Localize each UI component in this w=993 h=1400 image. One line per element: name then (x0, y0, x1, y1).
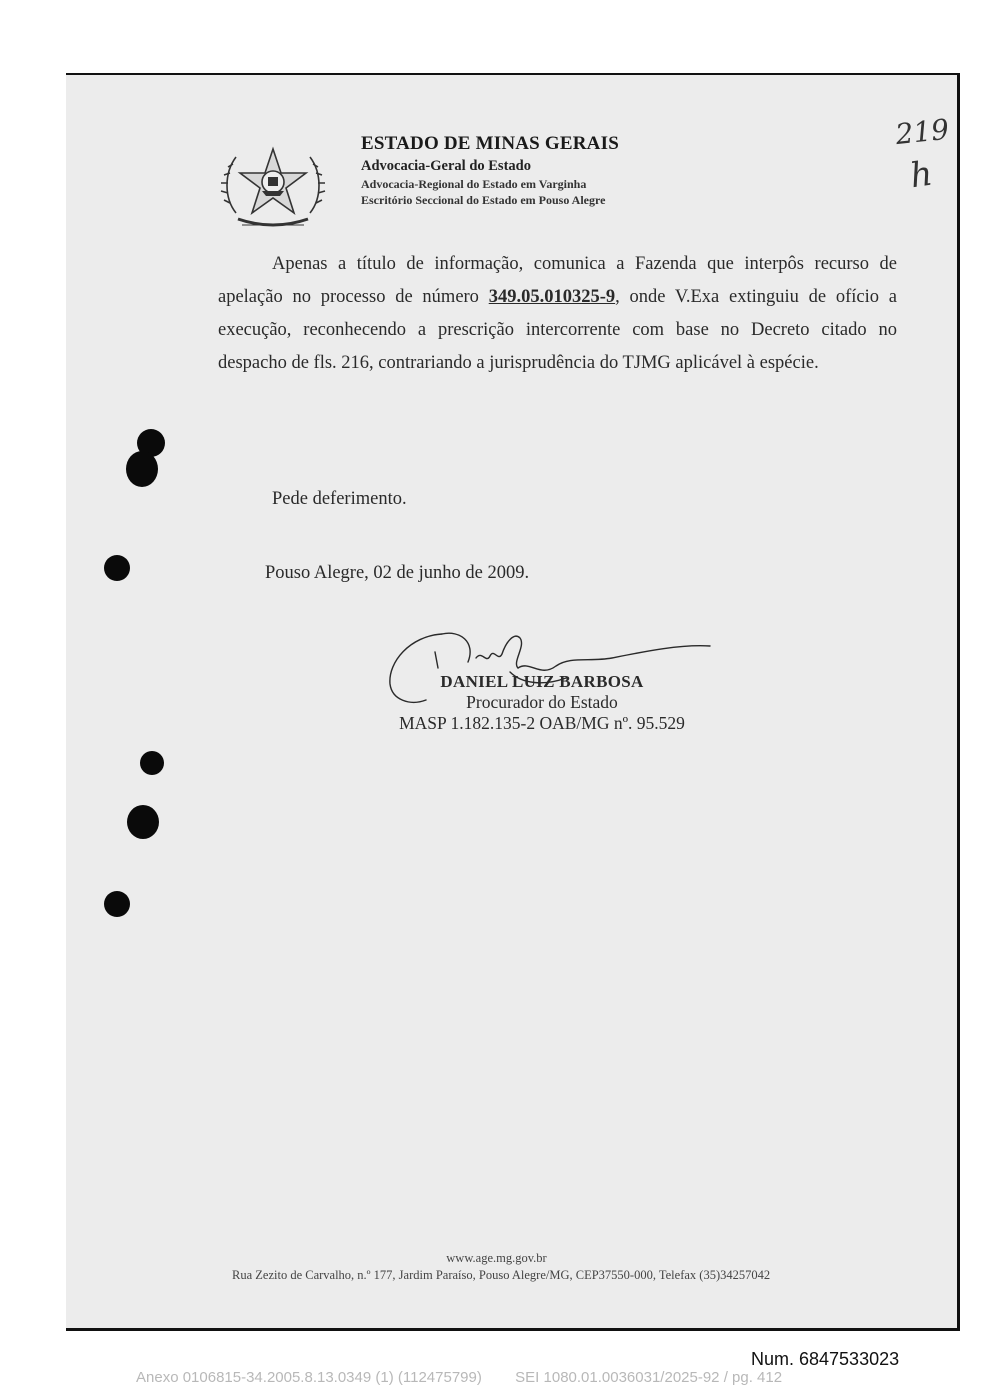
process-number: 349.05.010325-9 (488, 287, 616, 307)
signatory-name: DANIEL LUIZ BARBOSA (440, 672, 644, 691)
footer-address: Rua Zezito de Carvalho, n.º 177, Jardim Paraíso, Pouso Alegre/MG, CEP37550-000, Telefax (35)34257042 (232, 1268, 771, 1282)
punch-hole (126, 451, 158, 487)
letterhead-title: ESTADO DE MINAS GERAIS (361, 133, 619, 154)
signatory-registration: MASP 1.182.135-2 OAB/MG nº. 95.529 (399, 713, 685, 733)
punch-hole (127, 805, 159, 839)
handwritten-folio-mark (886, 112, 956, 197)
punch-hole (104, 555, 130, 581)
folio-mark: h (907, 153, 936, 197)
letterhead-regional: Advocacia-Regional do Estado em Varginha (361, 177, 587, 191)
body-text-start: Apenas a título de informação, comunica a Fazenda que interpôs recurso de apelação no processo de número (218, 254, 897, 307)
annex-stamp: Anexo 0106815-34.2005.8.13.0349 (1) (112475799) SEI 1080.01.0036031/2025-92 / pg. 412 (136, 1369, 783, 1386)
closing-line: Pede deferimento. (272, 489, 407, 509)
punch-hole (104, 891, 130, 917)
coat-of-arms-icon (218, 143, 328, 233)
letterhead-org: Advocacia-Geral do Estado (361, 158, 531, 174)
letterhead (361, 133, 619, 208)
body-text-end: , onde V.Exa extinguiu de ofício a execução, reconhecendo a prescrição intercorrente com base no Decreto citado no despacho de fls. 216, contrariando a jurisprudência do TJMG aplicável à espécie. (218, 287, 897, 373)
punch-hole (140, 751, 164, 775)
signature-block (360, 672, 724, 734)
footer-url: www.age.mg.gov.br (446, 1251, 547, 1265)
letterhead-office: Escritório Seccional do Estado em Pouso Alegre (361, 193, 606, 207)
date-line: Pouso Alegre, 02 de junho de 2009. (265, 563, 530, 583)
body-paragraph (218, 248, 897, 380)
document-number-stamp: Num. 6847533023 (751, 1349, 900, 1369)
signatory-role: Procurador do Estado (466, 692, 618, 712)
folio-page-number: 219 (893, 112, 951, 152)
